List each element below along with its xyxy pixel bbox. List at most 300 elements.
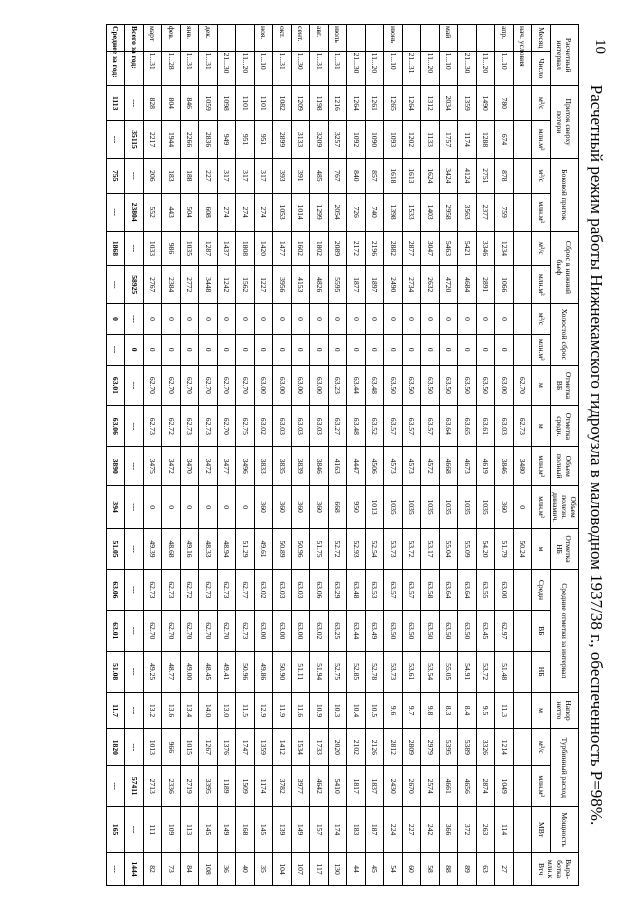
table-cell: 27 <box>495 853 514 886</box>
table-cell: 2734 <box>403 266 422 304</box>
table-cell: 62.70 <box>181 610 200 651</box>
table-cell: 73 <box>162 853 181 886</box>
table-cell: 8.3 <box>440 692 459 729</box>
table-cell: 2490 <box>384 266 403 304</box>
table-cell <box>514 193 533 231</box>
table-cell: 8.4 <box>458 692 477 729</box>
unit-cell: Средн <box>532 569 551 610</box>
table-cell: 206 <box>144 158 163 193</box>
table-cell: 1174 <box>255 766 274 807</box>
table-cell: 759 <box>495 193 514 231</box>
table-cell: 165 <box>107 807 126 853</box>
table-cell <box>514 86 533 121</box>
table-cell: --- <box>125 231 144 266</box>
table-cell: --- <box>125 365 144 406</box>
table-cell: 1...31 <box>199 51 218 86</box>
table-cell: 63.50 <box>458 365 477 406</box>
table-cell: --- <box>125 729 144 766</box>
table-cell: 3835 <box>273 447 292 486</box>
table-row <box>144 25 163 886</box>
table-cell: 755 <box>107 158 126 193</box>
table-cell: 2713 <box>144 766 163 807</box>
table-cell: 2836 <box>199 121 218 159</box>
unit-cell: м³/с <box>532 729 551 766</box>
table-cell: 63.48 <box>347 569 366 610</box>
table-cell: 0 <box>440 334 459 365</box>
table-cell: 1...31 <box>181 51 200 86</box>
table-cell: 84 <box>181 853 200 886</box>
table-cell: 63.00 <box>495 569 514 610</box>
table-cell: 35115 <box>125 121 144 159</box>
table-cell: 360 <box>292 486 311 529</box>
table-cell <box>514 853 533 886</box>
table-cell: 0 <box>218 334 237 365</box>
table-cell: --- <box>107 766 126 807</box>
table-cell: 11.3 <box>495 692 514 729</box>
table-cell: 174 <box>329 807 348 853</box>
table-cell: 9.7 <box>403 692 422 729</box>
table-cell: 3470 <box>181 447 200 486</box>
table-row <box>273 25 292 886</box>
table-cell: 0 <box>347 334 366 365</box>
table-cell: 2196 <box>366 231 385 266</box>
table-cell: 51.75 <box>310 529 329 570</box>
table-cell: 951 <box>255 121 274 159</box>
table-cell: 63.03 <box>310 406 329 447</box>
table-cell: 0 <box>199 486 218 529</box>
table-cell: 0 <box>477 334 496 365</box>
table-cell: 51.29 <box>236 529 255 570</box>
table-cell: 11...20 <box>421 51 440 86</box>
table-cell: --- <box>125 651 144 692</box>
table-cell: 0 <box>366 304 385 335</box>
table-cell: 130 <box>329 853 348 886</box>
unit-cell: млн.м³ <box>532 486 551 529</box>
table-row <box>421 25 440 886</box>
table-cell: 1509 <box>236 766 255 807</box>
table-cell: 63.65 <box>458 406 477 447</box>
table-cell: 1092 <box>347 121 366 159</box>
table-cell: 4661 <box>440 766 459 807</box>
table-cell: 63.00 <box>310 365 329 406</box>
table-cell: 2632 <box>421 266 440 304</box>
table-cell: 1...31 <box>310 51 329 86</box>
table-cell: 1035 <box>458 486 477 529</box>
table-cell: 3133 <box>292 121 311 159</box>
table-row <box>384 25 403 886</box>
table-cell: 1...10 <box>440 51 459 86</box>
table-cell: 63.57 <box>384 406 403 447</box>
table-cell: 62.73 <box>236 610 255 651</box>
table-cell <box>514 266 533 304</box>
table-cell: 62.70 <box>218 610 237 651</box>
table-cell: 4163 <box>329 447 348 486</box>
table-cell: 1113 <box>107 86 126 121</box>
table-cell: 107 <box>292 853 311 886</box>
table-cell: 1090 <box>366 121 385 159</box>
table-cell: 3448 <box>199 266 218 304</box>
table-cell: 1035 <box>477 486 496 529</box>
table-cell: 0 <box>495 304 514 335</box>
table-cell: 1013 <box>366 486 385 529</box>
table-cell: 63.00 <box>273 610 292 651</box>
table-cell: 3477 <box>218 447 237 486</box>
table-cell: 53.72 <box>477 651 496 692</box>
table-cell: 36 <box>218 853 237 886</box>
table-cell: 2430 <box>384 766 403 807</box>
table-cell: 1265 <box>384 86 403 121</box>
table-cell: 1490 <box>477 86 496 121</box>
header-lateral-inflow: Боковой приток <box>551 158 579 231</box>
table-cell: 2874 <box>477 766 496 807</box>
table-cell: 48.33 <box>199 529 218 570</box>
table-cell: 50.96 <box>236 651 255 692</box>
table-cell: 1618 <box>384 158 403 193</box>
table-cell: 13.0 <box>218 692 237 729</box>
table-cell: 21...30 <box>458 51 477 86</box>
table-cell: 224 <box>384 807 403 853</box>
table-cell: 0 <box>162 304 181 335</box>
table-cell: 63.53 <box>366 569 385 610</box>
table-cell: --- <box>125 692 144 729</box>
table-cell: 51.94 <box>310 651 329 692</box>
table-cell: 63.00 <box>273 365 292 406</box>
table-cell: июнь <box>384 25 403 52</box>
table-cell: 3472 <box>199 447 218 486</box>
table-cell: --- <box>107 853 126 886</box>
table-cell: 63.50 <box>421 610 440 651</box>
table-cell: 50.89 <box>273 529 292 570</box>
table-cell: 0 <box>273 304 292 335</box>
table-cell: 53.61 <box>403 651 422 692</box>
table-cell: 1299 <box>310 193 329 231</box>
table-cell: 2377 <box>477 193 496 231</box>
table-cell: 2266 <box>181 121 200 159</box>
table-cell: 63.00 <box>292 610 311 651</box>
table-cell: 2719 <box>181 766 200 807</box>
table-cell: 63.03 <box>273 406 292 447</box>
table-cell: 1216 <box>329 86 348 121</box>
table-cell: 40 <box>236 853 255 886</box>
table-cell: 2751 <box>477 158 496 193</box>
table-cell: 4656 <box>458 766 477 807</box>
table-cell: 1014 <box>292 193 311 231</box>
table-cell: 966 <box>162 729 181 766</box>
table-cell <box>403 25 422 52</box>
table-row <box>218 25 237 886</box>
table-cell: 1035 <box>384 486 403 529</box>
table-cell: 62.70 <box>514 365 533 406</box>
table-cell: 62.73 <box>162 569 181 610</box>
table-cell: 1437 <box>218 231 237 266</box>
table-cell: 55.05 <box>440 651 459 692</box>
table-cell <box>366 25 385 52</box>
table-cell: дек. <box>199 25 218 52</box>
table-cell: 149 <box>218 807 237 853</box>
table-cell: 552 <box>144 193 163 231</box>
table-cell: 2882 <box>384 231 403 266</box>
table-cell: 3977 <box>292 766 311 807</box>
table-cell: 2812 <box>384 729 403 766</box>
table-cell: 1035 <box>440 486 459 529</box>
header-row-2 <box>532 25 551 886</box>
table-cell: 145 <box>255 807 274 853</box>
table-cell: 63.02 <box>255 406 274 447</box>
table-cell: 1...31 <box>329 51 348 86</box>
table-cell: 1...28 <box>162 51 181 86</box>
table-cell: 274 <box>218 193 237 231</box>
table-cell: 23804 <box>125 193 144 231</box>
table-cell: 1534 <box>292 729 311 766</box>
table-cell: 3782 <box>273 766 292 807</box>
table-cell: 1033 <box>144 231 163 266</box>
table-cell: 54.91 <box>458 651 477 692</box>
table-cell: 3480 <box>514 447 533 486</box>
table-cell: 62.70 <box>218 406 237 447</box>
table-cell: 53.72 <box>403 529 422 570</box>
table-cell: 0 <box>273 334 292 365</box>
table-cell: 726 <box>347 193 366 231</box>
table-cell: 9.6 <box>384 692 403 729</box>
table-row <box>403 25 422 886</box>
table-cell <box>514 334 533 365</box>
table-cell: 1198 <box>310 86 329 121</box>
table-cell: 846 <box>181 86 200 121</box>
table-cell: 394 <box>107 486 126 529</box>
table-row <box>440 25 459 886</box>
table-cell: 111 <box>144 807 163 853</box>
table-cell: 50.96 <box>292 529 311 570</box>
table-cell: 4447 <box>347 447 366 486</box>
table-cell: 58 <box>421 853 440 886</box>
table-cell: ноя. <box>255 25 274 52</box>
table-cell: 1444 <box>125 853 144 886</box>
table-cell: 1267 <box>199 729 218 766</box>
unit-cell: млн.м³ <box>532 447 551 486</box>
table-cell: 1189 <box>218 766 237 807</box>
table-cell: 0 <box>292 304 311 335</box>
table-cell: 4668 <box>440 447 459 486</box>
table-cell: 0 <box>495 334 514 365</box>
table-cell: 10.3 <box>329 692 348 729</box>
table-cell: 62.72 <box>181 569 200 610</box>
table-cell: 63.01 <box>107 365 126 406</box>
table-cell: 1613 <box>403 158 422 193</box>
table-cell: 62.70 <box>181 365 200 406</box>
table-cell: 1412 <box>273 729 292 766</box>
header-turbine-flow: Турбинный расход <box>551 729 579 807</box>
table-cell: 263 <box>477 807 496 853</box>
table-cell: 1098 <box>218 86 237 121</box>
table-cell: 2102 <box>347 729 366 766</box>
table-cell: 63.06 <box>107 406 126 447</box>
table-cell: 4673 <box>458 447 477 486</box>
table-cell: 608 <box>199 193 218 231</box>
table-cell: 1398 <box>384 193 403 231</box>
table-cell: 0 <box>347 304 366 335</box>
table-cell: 0 <box>440 304 459 335</box>
table-cell: 63 <box>477 853 496 886</box>
table-cell: 857 <box>366 158 385 193</box>
table-cell: 63.48 <box>347 406 366 447</box>
table-cell: 0 <box>162 334 181 365</box>
table-cell: 11.7 <box>107 692 126 729</box>
unit-cell: МВт <box>532 807 551 853</box>
table-cell: 840 <box>347 158 366 193</box>
table-cell: 1214 <box>495 729 514 766</box>
table-row <box>514 25 533 886</box>
table-cell: март <box>144 25 163 52</box>
table-cell: 2336 <box>162 766 181 807</box>
table-cell: 63.02 <box>255 569 274 610</box>
table-cell: --- <box>125 447 144 486</box>
table-cell: 63.50 <box>384 365 403 406</box>
table-row <box>329 25 348 886</box>
table-cell <box>218 25 237 52</box>
table-cell: 11...20 <box>366 51 385 86</box>
table-cell: 89 <box>458 853 477 886</box>
table-cell: 0 <box>144 486 163 529</box>
table-cell: --- <box>125 304 144 335</box>
table-cell: 0 <box>162 486 181 529</box>
table-cell: 1477 <box>273 231 292 266</box>
table-cell: 4506 <box>366 447 385 486</box>
table-cell: 82 <box>144 853 163 886</box>
table-cell: 1868 <box>107 231 126 266</box>
table-row <box>162 25 181 886</box>
table-cell: 360 <box>273 486 292 529</box>
table-cell: 63.25 <box>329 610 348 651</box>
table-cell: 3424 <box>440 158 459 193</box>
table-cell: 49.00 <box>181 651 200 692</box>
table-cell: --- <box>107 266 126 304</box>
table-cell: 55.09 <box>458 529 477 570</box>
table-cell: 1...31 <box>144 51 163 86</box>
table-cell: 1420 <box>255 231 274 266</box>
table-cell: 5410 <box>329 766 348 807</box>
table-cell: 0 <box>514 486 533 529</box>
table-cell: 1808 <box>236 231 255 266</box>
table-cell: 63.64 <box>440 569 459 610</box>
table-cell <box>514 692 533 729</box>
table-row <box>292 25 311 886</box>
table-cell: 0 <box>144 334 163 365</box>
table-row <box>236 25 255 886</box>
table-cell: 49.61 <box>255 529 274 570</box>
table-cell: 2126 <box>366 729 385 766</box>
unit-cell: млн.м³ <box>532 334 551 365</box>
table-cell: --- <box>125 486 144 529</box>
table-cell: 1059 <box>199 86 218 121</box>
table-cell: 1...30 <box>292 51 311 86</box>
table-cell: --- <box>125 569 144 610</box>
table-cell: 1359 <box>255 729 274 766</box>
table-cell: 274 <box>236 193 255 231</box>
table-cell: --- <box>125 86 144 121</box>
table-cell: 45 <box>366 853 385 886</box>
table-cell: 49.86 <box>255 651 274 692</box>
table-cell: 0 <box>421 334 440 365</box>
table-cell: 0 <box>218 486 237 529</box>
header-idle-spill: Холостой сброс <box>551 304 579 365</box>
table-cell: 227 <box>199 158 218 193</box>
table-cell: 1837 <box>366 766 385 807</box>
table-cell: 4572 <box>421 447 440 486</box>
table-cell: 5395 <box>440 729 459 766</box>
header-mean-levels: Средние отметки за интервал <box>551 569 579 692</box>
table-cell: 11...20 <box>236 51 255 86</box>
table-cell <box>514 304 533 335</box>
table-cell: 1287 <box>199 231 218 266</box>
table-cell: 504 <box>181 193 200 231</box>
table-cell: 0 <box>366 334 385 365</box>
table-body <box>107 25 533 886</box>
table-cell: фев. <box>162 25 181 52</box>
table-cell: апр. <box>495 25 514 52</box>
unit-cell: м³/с <box>532 231 551 266</box>
table-cell: 62.70 <box>144 365 163 406</box>
table-cell: 63.44 <box>347 365 366 406</box>
table-cell: 62.70 <box>144 610 163 651</box>
table-cell: 49.39 <box>144 529 163 570</box>
table-cell: 63.23 <box>329 365 348 406</box>
table-cell: 0 <box>236 304 255 335</box>
table-cell: 3890 <box>107 447 126 486</box>
table-cell: 767 <box>329 158 348 193</box>
table-cell: 62.73 <box>514 406 533 447</box>
table-cell: 4826 <box>310 266 329 304</box>
table-cell: 57411 <box>125 766 144 807</box>
table-cell: 0 <box>477 304 496 335</box>
table-cell: 63.29 <box>329 569 348 610</box>
table-cell: 1093 <box>384 121 403 159</box>
table-row <box>458 25 477 886</box>
table-cell: 63.50 <box>440 365 459 406</box>
table-cell: 63.50 <box>403 365 422 406</box>
table-cell: 104 <box>273 853 292 886</box>
unit-cell: млн.м³ <box>532 766 551 807</box>
table-cell: 0 <box>403 304 422 335</box>
table-row <box>199 25 218 886</box>
table-cell: 1264 <box>403 86 422 121</box>
table-cell: 10.4 <box>347 692 366 729</box>
table-cell: 4573 <box>384 447 403 486</box>
table-cell: 63.50 <box>384 610 403 651</box>
table-cell: 0 <box>403 334 422 365</box>
table-cell: 393 <box>273 158 292 193</box>
table-cell: 62.77 <box>236 569 255 610</box>
table-cell: 4720 <box>440 266 459 304</box>
table-cell: 0 <box>181 304 200 335</box>
table-cell: 183 <box>347 807 366 853</box>
table-cell: 1066 <box>495 266 514 304</box>
table-cell: авг. <box>310 25 329 52</box>
table-cell: 63.45 <box>477 610 496 651</box>
table-cell: 1817 <box>347 766 366 807</box>
table-cell: 2217 <box>144 121 163 159</box>
table-cell: --- <box>107 334 126 365</box>
table-cell: 1049 <box>495 766 514 807</box>
table-cell: 360 <box>255 486 274 529</box>
table-cell: 63.00 <box>255 365 274 406</box>
table-cell <box>514 231 533 266</box>
table-cell: 1174 <box>458 121 477 159</box>
table-cell: 0 <box>199 334 218 365</box>
table-cell: 188 <box>181 158 200 193</box>
table-cell: 0 <box>181 486 200 529</box>
table-row <box>347 25 366 886</box>
table-cell: --- <box>107 193 126 231</box>
